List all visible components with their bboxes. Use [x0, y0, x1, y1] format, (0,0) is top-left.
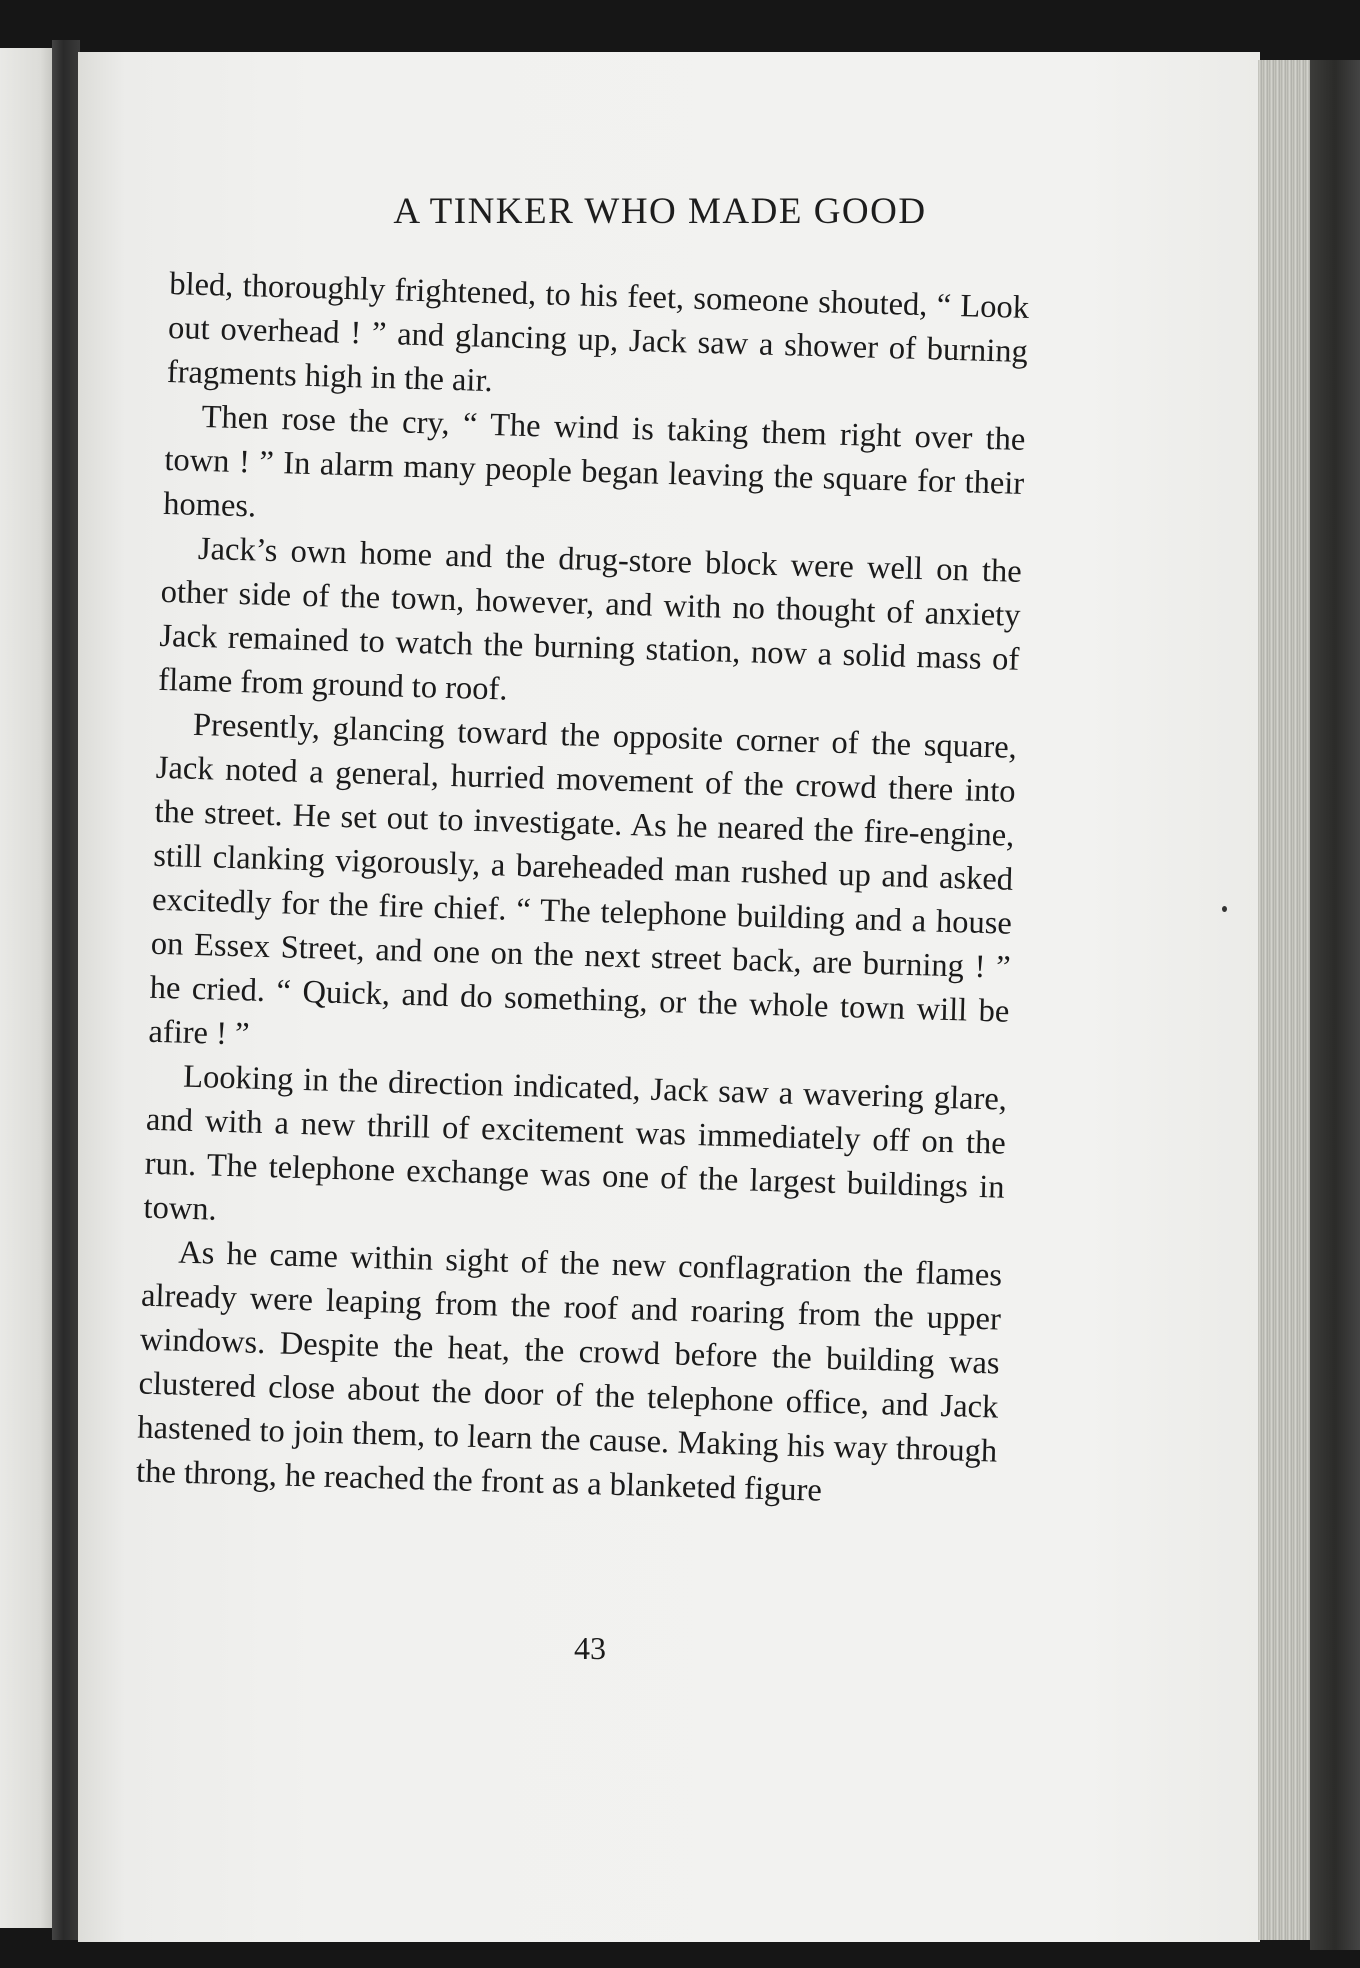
book-gutter — [52, 40, 80, 1940]
paragraph: Presently, glancing toward the opposite corner of the square, Jack noted a general, hurried movement of the crowd there into the street. He set out to investigate. As he neared the fire-engine, still clanking vigorously, a bareheaded man rushed up and asked excitedly for the fire chief. “ The telephone building and a house on Essex Street, and one on the next street back, are burning ! ” he cried. “ Quick, and do something, or the whole town will be afire ! ” — [147, 706, 1018, 1053]
paragraph: bled, thoroughly frightened, to his feet, someone shouted, “ Look out overhead ! ” and glancing up, Jack saw a shower of burning fragments high in the air. — [166, 265, 1030, 400]
book-cover-edge — [1310, 60, 1360, 1950]
ink-speck — [1222, 906, 1227, 912]
page-edges — [1258, 60, 1314, 1940]
facing-page-edge — [0, 48, 58, 1928]
paragraph: Jack’s own home and the drug-store block were well on the other side of the town, however, and with no thought of anxiety Jack remained to watch the burning station, now a solid mass of flame from ground to roof. — [157, 530, 1023, 708]
body-text — [136, 262, 1030, 1518]
page-number: 43 — [574, 1630, 606, 1666]
running-head: A TINKER WHO MADE GOOD — [393, 191, 927, 232]
paragraph: Looking in the direction indicated, Jack saw a wavering glare, and with a new thrill of excitement was immediately off on the run. The telephone exchange was one of the largest buildings in town. — [143, 1058, 1008, 1228]
paragraph: As he came within sight of the new conflagration the flames already were leaping from the roof and roaring from the upper windows. Despite the heat, the crowd before the building was clustered close about the door of the telephone office, and Jack hastened to join them, to learn the cause. Making his way through the throng, he reached the front as a blanketed figure — [135, 1234, 1003, 1509]
paragraph: Then rose the cry, “ The wind is taking them right over the town ! ” In alarm many people began leaving the square for their homes. — [162, 398, 1026, 525]
